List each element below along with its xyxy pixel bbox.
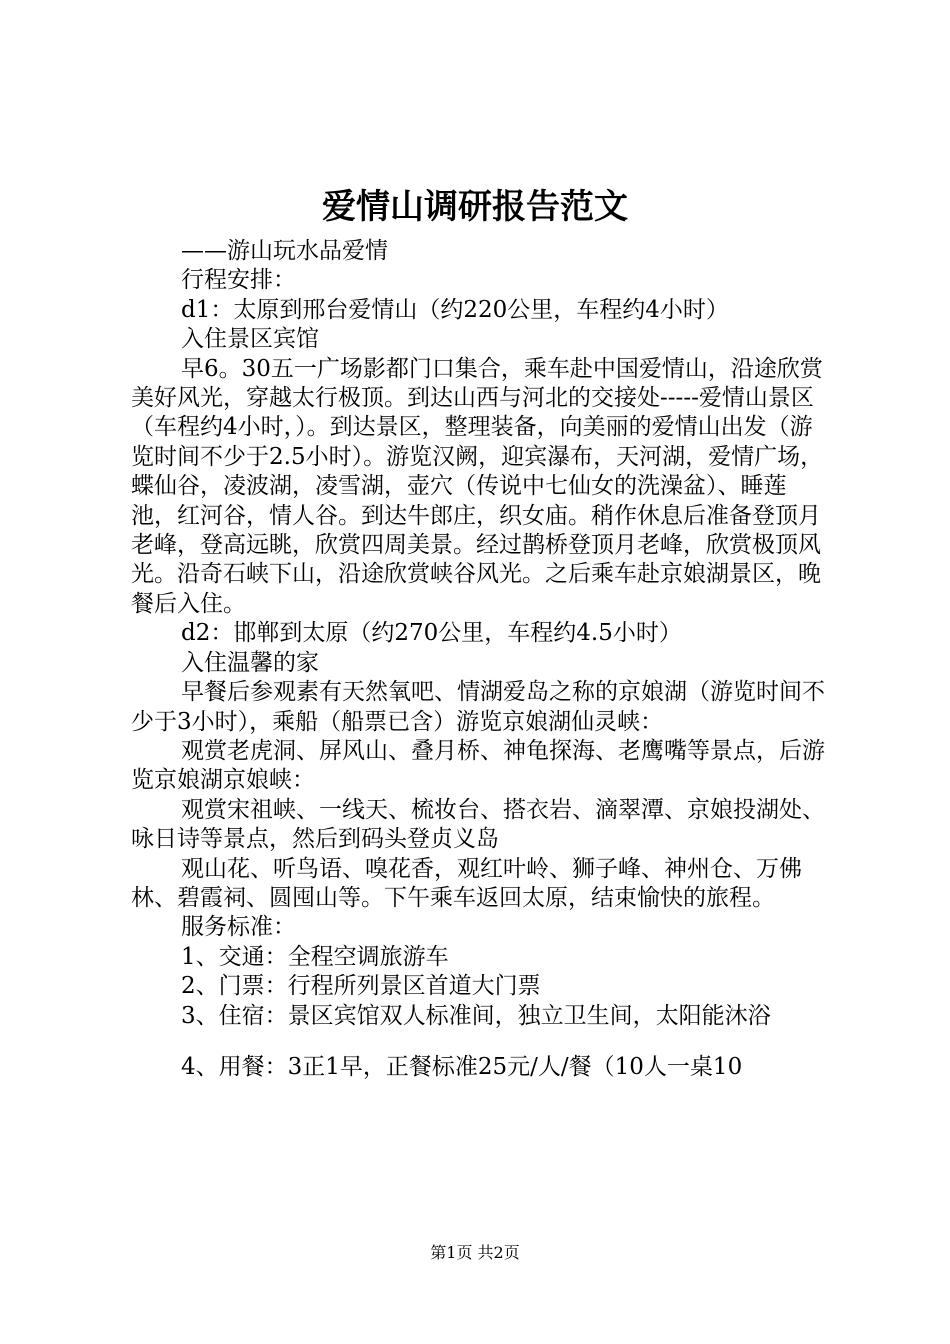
day2-sights-1: 观赏老虎洞、屏风山、叠月桥、神龟探海、老鹰嘴等景点，后游览京娘湖京娘峡：: [131, 737, 825, 794]
service-item-meals: 4、用餐：3正1早，正餐标准25元/人/餐（10人一桌10: [181, 1053, 743, 1080]
day2-sights-2: 观赏宋祖峡、一线天、梳妆台、搭衣岩、滴翠潭、京娘投湖处、咏日诗等景点，然后到码头登贞义岛: [131, 796, 825, 853]
service-item-tickets: 2、门票：行程所列景区首道大门票: [181, 973, 541, 1000]
document-body: [131, 237, 831, 1082]
document-title: 爱情山调研报告范文: [322, 187, 628, 227]
service-item-lodging: 3、住宿：景区宾馆双人标准间，独立卫生间，太阳能沐浴: [181, 1002, 771, 1029]
day1-lodging: 入住景区宾馆: [181, 326, 319, 353]
day2-sights-3: 观山花、听鸟语、嗅花香，观红叶岭、狮子峰、神州仓、万佛林、碧霞祠、圆囤山等。下午乘车返回太原，结束愉快的旅程。: [131, 855, 802, 911]
subtitle-paragraph: ——游山玩水品爱情: [181, 238, 388, 264]
day1-description: 早6。30五一广场影都门口集合，乘车赴中国爱情山，沿途欣赏美好风光，穿越太行极顶。到达山西与河北的交接处-----爱情山景区（车程约4小时，）。到达景区，整理装备，向美丽的爱情山出发（游览时间不少于2.5小时）。游览汉阙，迎宾瀑布，天河湖，爱情广场，蝶仙谷，凌波湖，凌雪湖，壶穴（传说中七仙女的洗澡盆）、睡莲池，红河谷，情人谷。到达牛郎庄，织女庙。稍作休息后准备登顶月老峰，登高远眺，欣赏四周美景。经过鹊桥登顶月老峰，欣赏极顶风光。沿奇石峡下山，沿途欣赏峡谷风光。之后乘车赴京娘湖景区，晚餐后入住。: [131, 355, 824, 617]
day2-description: 早餐后参观素有天然氧吧、情湖爱岛之称的京娘湖（游览时间不少于3小时），乘船（船票已含）游览京娘湖仙灵峡：: [131, 679, 825, 735]
service-item-transport: 1、交通：全程空调旅游车: [181, 943, 449, 970]
page-footer: 第1页 共2页: [430, 1243, 520, 1262]
day1-heading: d1：太原到邢台爱情山（约220公里，车程约4小时）: [181, 296, 729, 323]
itinerary-heading: 行程安排：: [181, 267, 296, 294]
day2-heading: d2：邯郸到太原（约270公里，车程约4.5小时）: [181, 620, 682, 647]
paragraph-gap: [131, 1031, 831, 1053]
service-heading: 服务标准：: [181, 914, 296, 941]
day2-lodging: 入住温馨的家: [181, 649, 319, 676]
